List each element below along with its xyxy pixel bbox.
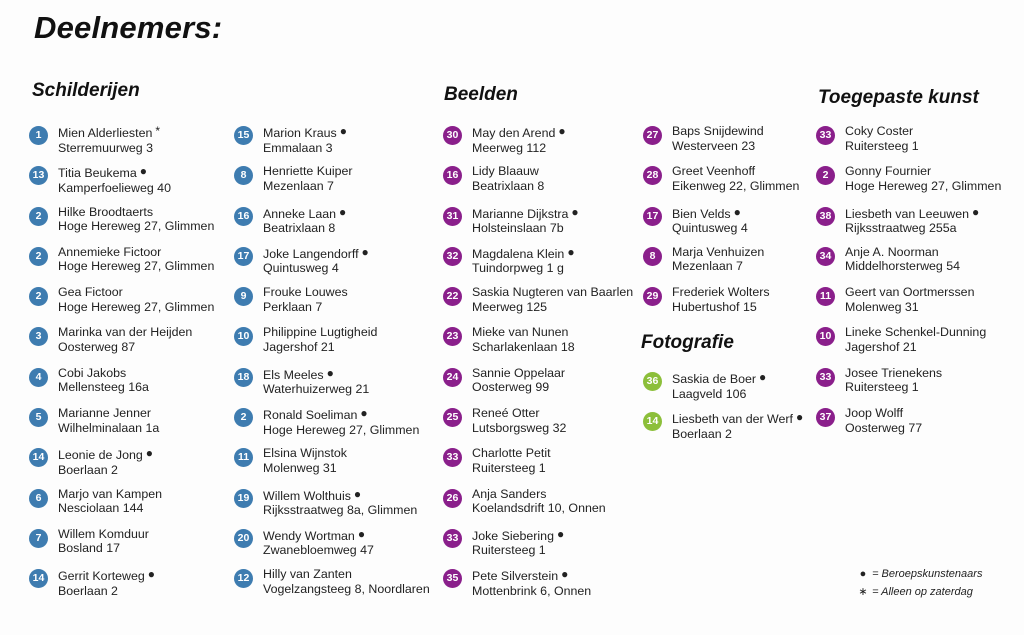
location-number-badge: 29 xyxy=(643,287,662,306)
location-number-badge: 32 xyxy=(443,247,462,266)
participant-address: Koelandsdrift 10, Onnen xyxy=(472,501,606,516)
participant-name: Geert van Oortmerssen xyxy=(845,285,975,300)
location-number-badge: 27 xyxy=(643,126,662,145)
participant-address: Hoge Hereweg 27, Glimmen xyxy=(845,178,1002,193)
location-number-badge: 20 xyxy=(234,529,253,548)
professional-artist-marker: ● xyxy=(147,567,156,582)
participant-name-line xyxy=(472,406,633,421)
participant-address: Oosterweg 77 xyxy=(845,420,923,435)
participant-name: Frouke Louwes xyxy=(263,285,348,300)
participant-entry xyxy=(443,205,633,245)
participant-entry xyxy=(29,487,214,527)
participant-name: Frederiek Wolters xyxy=(672,285,770,300)
location-number-badge: 15 xyxy=(234,126,253,145)
participant-address: Sterremuurweg 3 xyxy=(58,140,154,155)
participant-name-line xyxy=(672,245,799,260)
participant-name: Marianne Dijkstra xyxy=(472,206,569,221)
participant-entry xyxy=(643,124,799,164)
participant-name: Annemieke Fictoor xyxy=(58,244,162,259)
location-number-badge: 14 xyxy=(29,569,48,588)
participant-name-line xyxy=(58,205,214,220)
participant-name-line xyxy=(845,285,1001,300)
participant-address: Hoge Hereweg 27, Glimmen xyxy=(58,219,215,234)
participant-address: Quintusweg 4 xyxy=(263,261,339,276)
participant-entry xyxy=(234,567,430,607)
participant-entry xyxy=(29,366,214,406)
participant-entry xyxy=(29,446,214,486)
participant-name: Greet Veenhoff xyxy=(672,164,756,179)
column-toegepaste-kunst xyxy=(816,124,1001,446)
location-number-badge: 10 xyxy=(234,327,253,346)
participant-name: Marjo van Kampen xyxy=(58,486,162,501)
participant-address: Scharlakenlaan 18 xyxy=(472,339,575,354)
professional-artist-marker: ● xyxy=(145,446,153,461)
participant-name: Gea Fictoor xyxy=(58,285,123,300)
participant-entry xyxy=(29,245,214,285)
participant-address: Meerweg 125 xyxy=(472,299,548,314)
participant-entry xyxy=(29,567,214,607)
location-number-badge: 18 xyxy=(234,368,253,387)
participant-name-line xyxy=(845,325,1001,340)
participant-name-line xyxy=(672,410,803,427)
participant-name-line xyxy=(58,487,214,502)
participant-name-line xyxy=(472,527,633,544)
professional-artist-marker: ● xyxy=(339,124,347,138)
location-number-badge: 8 xyxy=(234,166,253,185)
location-number-badge: 38 xyxy=(816,207,835,226)
participant-name-line xyxy=(472,567,633,584)
location-number-badge: 10 xyxy=(816,327,835,346)
participant-address: Vogelzangsteeg 8, Noordlaren xyxy=(263,581,430,596)
participant-address: Middelhorsterweg 54 xyxy=(845,259,961,274)
participant-name: Marja Venhuizen xyxy=(672,244,765,259)
participant-entry xyxy=(443,325,633,365)
participant-address: Mottenbrink 6, Onnen xyxy=(472,583,592,598)
column-schilderijen-1 xyxy=(29,124,214,608)
participant-entry xyxy=(816,406,1001,446)
participant-address: Oosterweg 99 xyxy=(472,380,550,395)
saturday-only-marker: * xyxy=(155,124,161,138)
participant-name-line xyxy=(58,245,214,260)
participant-name-line xyxy=(263,245,430,262)
participant-name-line xyxy=(472,446,633,461)
participant-name: Pete Silverstein xyxy=(472,569,559,584)
participant-name: Lineke Schenkel-Dunning xyxy=(845,325,987,340)
participant-name: Hilke Broodtaerts xyxy=(58,204,154,219)
participant-entry xyxy=(643,285,799,325)
participant-name-line xyxy=(263,406,430,423)
participant-name: Liesbeth van der Werf xyxy=(672,412,793,427)
location-number-badge: 3 xyxy=(29,327,48,346)
location-number-badge: 2 xyxy=(29,207,48,226)
participant-address: Ruitersteeg 1 xyxy=(845,380,919,395)
participant-entry xyxy=(29,527,214,567)
participant-name-line xyxy=(672,205,799,222)
location-number-badge: 17 xyxy=(643,207,662,226)
participant-entry xyxy=(443,487,633,527)
participant-address: Boerlaan 2 xyxy=(58,462,118,477)
participant-name-line xyxy=(845,366,1001,381)
location-number-badge: 11 xyxy=(816,287,835,306)
participant-address: Mezenlaan 7 xyxy=(672,259,743,274)
participant-address: Westerveen 23 xyxy=(672,138,756,153)
participant-name-line xyxy=(472,487,633,502)
participant-name: Anneke Laan xyxy=(263,206,337,221)
column-fotografie xyxy=(643,370,803,451)
participant-name: Anja Sanders xyxy=(472,486,547,501)
professional-artist-marker: ● xyxy=(357,526,366,541)
participant-address: Rijksstraatweg 8a, Glimmen xyxy=(263,503,418,518)
participant-name: Sannie Oppelaar xyxy=(472,365,565,380)
location-number-badge: 28 xyxy=(643,166,662,185)
location-number-badge: 31 xyxy=(443,207,462,226)
heading-toegepaste-kunst: Toegepaste kunst xyxy=(818,87,979,108)
legend xyxy=(857,568,982,602)
participant-address: Mellensteeg 16a xyxy=(58,380,149,395)
location-number-badge: 5 xyxy=(29,408,48,427)
participant-entry xyxy=(816,325,1001,365)
participant-name-line xyxy=(845,164,1001,179)
participant-name: Ronald Soeliman xyxy=(263,408,358,423)
participant-name-line xyxy=(58,527,214,542)
participant-address: Ruitersteeg 1 xyxy=(845,138,919,153)
participant-address: Jagershof 21 xyxy=(845,339,917,354)
participant-name: Saskia Nugteren van Baarlen xyxy=(472,285,634,300)
participant-name-line xyxy=(472,164,633,179)
location-number-badge: 22 xyxy=(443,287,462,306)
participant-entry xyxy=(443,124,633,164)
location-number-badge: 7 xyxy=(29,529,48,548)
participant-name: Gonny Fournier xyxy=(845,164,932,179)
participant-address: Meerweg 112 xyxy=(472,140,547,155)
participant-name-line xyxy=(845,245,1001,260)
participant-name: Saskia de Boer xyxy=(672,372,757,386)
participant-entry xyxy=(29,406,214,446)
location-number-badge: 19 xyxy=(234,489,253,508)
participant-name: Willem Wolthuis xyxy=(263,488,351,503)
participant-address: Emmalaan 3 xyxy=(263,140,333,155)
heading-fotografie: Fotografie xyxy=(641,332,734,353)
location-number-badge: 6 xyxy=(29,489,48,508)
location-number-badge: 16 xyxy=(234,207,253,226)
participant-entry xyxy=(234,124,430,164)
participant-address: Hubertushof 15 xyxy=(672,299,757,314)
location-number-badge: 34 xyxy=(816,247,835,266)
participant-name-line xyxy=(472,124,633,141)
participant-address: Hoge Hereweg 27, Glimmen xyxy=(58,259,215,274)
participant-entry xyxy=(29,205,214,245)
location-number-badge: 36 xyxy=(643,372,662,391)
location-number-badge: 24 xyxy=(443,368,462,387)
participant-entry xyxy=(816,205,1001,245)
location-number-badge: 13 xyxy=(29,166,48,185)
participant-name: Lidy Blaauw xyxy=(472,164,539,179)
participant-name: Coky Coster xyxy=(845,124,914,138)
participant-entry xyxy=(816,124,1001,164)
participant-entry xyxy=(643,245,799,285)
location-number-badge: 11 xyxy=(234,448,253,467)
participant-entry xyxy=(816,285,1001,325)
heading-schilderijen: Schilderijen xyxy=(32,80,140,101)
location-number-badge: 17 xyxy=(234,247,253,266)
participant-address: Molenweg 31 xyxy=(263,460,337,475)
participant-name: Willem Komduur xyxy=(58,526,149,541)
participant-entry xyxy=(234,446,430,486)
participant-address: Lutsborgsweg 32 xyxy=(472,420,567,435)
participant-name-line xyxy=(263,487,430,504)
column-beelden-2 xyxy=(643,124,799,325)
participant-address: Beatrixlaan 8 xyxy=(263,221,336,236)
participant-address: Boerlaan 2 xyxy=(58,583,118,598)
participant-name: Els Meeles xyxy=(263,367,324,382)
participant-entry xyxy=(234,406,430,446)
participant-address: Zwanebloemweg 47 xyxy=(263,543,374,558)
participant-entry xyxy=(643,370,803,410)
participant-address: Holsteinslaan 7b xyxy=(472,221,564,236)
location-number-badge: 14 xyxy=(29,448,48,467)
participant-name-line xyxy=(263,124,430,141)
participant-name-line xyxy=(472,205,633,222)
participant-address: Kamperfoelieweg 40 xyxy=(58,180,171,195)
professional-artist-marker: ● xyxy=(796,410,804,425)
participant-name-line xyxy=(472,366,633,381)
participant-address: Nesciolaan 144 xyxy=(58,501,144,516)
participant-name: Elsina Wijnstok xyxy=(263,446,348,461)
location-number-badge: 26 xyxy=(443,489,462,508)
location-number-badge: 14 xyxy=(643,412,662,431)
participant-address: Oosterweg 87 xyxy=(58,339,136,354)
participant-name: Bien Velds xyxy=(672,206,731,221)
participant-address: Quintusweg 4 xyxy=(672,221,748,236)
location-number-badge: 8 xyxy=(643,247,662,266)
participant-name-line xyxy=(845,124,1001,139)
participant-entry xyxy=(643,164,799,204)
participant-entry xyxy=(234,285,430,325)
participant-address: Bosland 17 xyxy=(58,541,121,556)
participant-entry xyxy=(443,366,633,406)
column-schilderijen-2 xyxy=(234,124,430,608)
professional-artist-marker: ● xyxy=(571,204,579,219)
participant-address: Eikenweg 22, Glimmen xyxy=(672,178,800,193)
participant-name: Mieke van Nunen xyxy=(472,325,569,340)
participant-address: Hoge Hereweg 27, Glimmen xyxy=(58,299,215,314)
participant-name-line xyxy=(58,366,214,381)
participant-address: Beatrixlaan 8 xyxy=(472,178,545,193)
participant-name: Joke Langendorff xyxy=(263,246,359,261)
participant-entry xyxy=(643,410,803,450)
participant-address: Ruitersteeg 1 xyxy=(472,543,546,558)
participant-entry xyxy=(816,164,1001,204)
professional-artist-marker: ● xyxy=(326,365,334,380)
participant-name: Baps Snijdewind xyxy=(672,124,764,138)
location-number-badge: 2 xyxy=(29,247,48,266)
participant-entry xyxy=(443,285,633,325)
participant-name-line xyxy=(58,325,214,340)
participant-address: Jagershof 21 xyxy=(263,339,335,354)
participant-address: Mezenlaan 7 xyxy=(263,178,334,193)
participant-entry xyxy=(643,205,799,245)
location-number-badge: 30 xyxy=(443,126,462,145)
participant-entry xyxy=(816,366,1001,406)
professional-artist-marker: ● xyxy=(353,486,362,501)
location-number-badge: 25 xyxy=(443,408,462,427)
participant-name: Henriette Kuiper xyxy=(263,164,353,179)
participant-entry xyxy=(29,285,214,325)
participant-address: Perklaan 7 xyxy=(263,299,323,314)
legend-text: = Beroepskunstenaars xyxy=(872,568,983,580)
participant-entry xyxy=(234,245,430,285)
participant-name-line xyxy=(672,124,799,139)
legend-symbol: ∗ xyxy=(858,586,868,598)
location-number-badge: 35 xyxy=(443,569,462,588)
participant-entry xyxy=(234,164,430,204)
participant-entry xyxy=(29,164,214,204)
participant-address: Boerlaan 2 xyxy=(672,426,732,441)
page-title: Deelnemers: xyxy=(34,10,223,45)
participant-address: Wilhelminalaan 1a xyxy=(58,420,160,435)
professional-artist-marker: ● xyxy=(556,526,565,541)
location-number-badge: 33 xyxy=(816,126,835,145)
location-number-badge: 37 xyxy=(816,408,835,427)
participant-address: Rijksstraatweg 255a xyxy=(845,221,957,236)
professional-artist-marker: ● xyxy=(759,370,767,384)
participant-entry xyxy=(443,406,633,446)
participant-name: Titia Beukema xyxy=(58,166,137,181)
participant-name: Liesbeth van Leeuwen xyxy=(845,206,970,221)
participant-name-line xyxy=(58,124,214,141)
location-number-badge: 23 xyxy=(443,327,462,346)
professional-artist-marker: ● xyxy=(558,124,566,138)
participant-name-line xyxy=(845,205,1001,222)
participant-name-line xyxy=(263,567,430,582)
location-number-badge: 1 xyxy=(29,126,48,145)
participant-address: Hoge Hereweg 27, Glimmen xyxy=(263,422,420,437)
participant-name: Josee Trienekens xyxy=(845,365,943,380)
participant-name: Wendy Wortman xyxy=(263,528,355,543)
location-number-badge: 12 xyxy=(234,569,253,588)
participant-entry xyxy=(234,527,430,567)
participant-name: Hilly van Zanten xyxy=(263,567,352,582)
participant-entry xyxy=(443,245,633,285)
location-number-badge: 2 xyxy=(234,408,253,427)
participant-name: Cobi Jakobs xyxy=(58,365,127,380)
participant-name: May den Arend xyxy=(472,126,556,140)
participant-name-line xyxy=(263,446,430,461)
participant-name-line xyxy=(472,325,633,340)
participant-name: Marion Kraus xyxy=(263,126,337,140)
professional-artist-marker: ● xyxy=(567,244,575,259)
location-number-badge: 4 xyxy=(29,368,48,387)
legend-text: = Alleen op zaterdag xyxy=(872,586,973,598)
participant-entry xyxy=(29,124,214,164)
participant-name-line xyxy=(58,446,214,463)
participant-entry xyxy=(443,567,633,607)
participant-address: Waterhuizerweg 21 xyxy=(263,382,370,397)
participant-entry xyxy=(443,446,633,486)
participant-name: Leonie de Jong xyxy=(58,448,143,463)
participant-name-line xyxy=(472,245,633,262)
participant-name-line xyxy=(472,285,633,300)
location-number-badge: 2 xyxy=(29,287,48,306)
participant-name-line xyxy=(58,164,214,181)
participant-name: Anje A. Noorman xyxy=(845,244,939,259)
participant-name: Gerrit Korteweg xyxy=(58,569,145,584)
participant-name-line xyxy=(263,527,430,544)
participant-entry xyxy=(443,164,633,204)
participant-name-line xyxy=(58,406,214,421)
participant-name: Charlotte Petit xyxy=(472,446,551,461)
participant-name: Marianne Jenner xyxy=(58,406,151,421)
legend-symbol: ● xyxy=(859,568,867,580)
participant-entry xyxy=(234,325,430,365)
location-number-badge: 33 xyxy=(816,368,835,387)
participant-address: Ruitersteeg 1 xyxy=(472,460,546,475)
location-number-badge: 16 xyxy=(443,166,462,185)
participant-entry xyxy=(234,487,430,527)
participant-name-line xyxy=(263,325,430,340)
participant-name-line xyxy=(672,164,799,179)
location-number-badge: 33 xyxy=(443,529,462,548)
participant-name-line xyxy=(672,285,799,300)
participant-entry xyxy=(29,325,214,365)
participant-name-line xyxy=(58,567,214,584)
participant-entry xyxy=(234,205,430,245)
participant-address: Tuindorpweg 1 g xyxy=(472,261,564,276)
participant-name: Philippine Lugtigheid xyxy=(263,325,378,340)
legend-row xyxy=(857,585,982,602)
professional-artist-marker: ● xyxy=(139,164,147,179)
participant-name-line xyxy=(263,205,430,222)
column-beelden-1 xyxy=(443,124,633,608)
professional-artist-marker: ● xyxy=(360,406,368,421)
participant-name: Mien Alderliesten xyxy=(58,126,153,140)
professional-artist-marker: ● xyxy=(561,567,569,582)
professional-artist-marker: ● xyxy=(972,204,980,219)
participant-name: Reneé Otter xyxy=(472,406,540,421)
location-number-badge: 33 xyxy=(443,448,462,467)
participant-name-line xyxy=(672,370,803,387)
participant-address: Laagveld 106 xyxy=(672,386,747,401)
participant-name-line xyxy=(58,285,214,300)
participant-address: Molenweg 31 xyxy=(845,299,919,314)
legend-row xyxy=(857,568,982,585)
professional-artist-marker: ● xyxy=(361,244,369,259)
heading-beelden: Beelden xyxy=(444,84,518,105)
participant-entry xyxy=(443,527,633,567)
participant-name-line xyxy=(845,406,1001,421)
participant-name: Magdalena Klein xyxy=(472,246,565,261)
participant-name-line xyxy=(263,285,430,300)
participant-name: Joke Siebering xyxy=(472,528,554,543)
location-number-badge: 2 xyxy=(816,166,835,185)
participant-name-line xyxy=(263,164,430,179)
participant-name-line xyxy=(263,366,430,383)
participant-entry xyxy=(234,366,430,406)
professional-artist-marker: ● xyxy=(733,204,741,219)
participant-name: Joop Wolff xyxy=(845,406,904,421)
location-number-badge: 9 xyxy=(234,287,253,306)
participant-name: Marinka van der Heijden xyxy=(58,325,193,340)
participant-entry xyxy=(816,245,1001,285)
professional-artist-marker: ● xyxy=(339,204,347,219)
